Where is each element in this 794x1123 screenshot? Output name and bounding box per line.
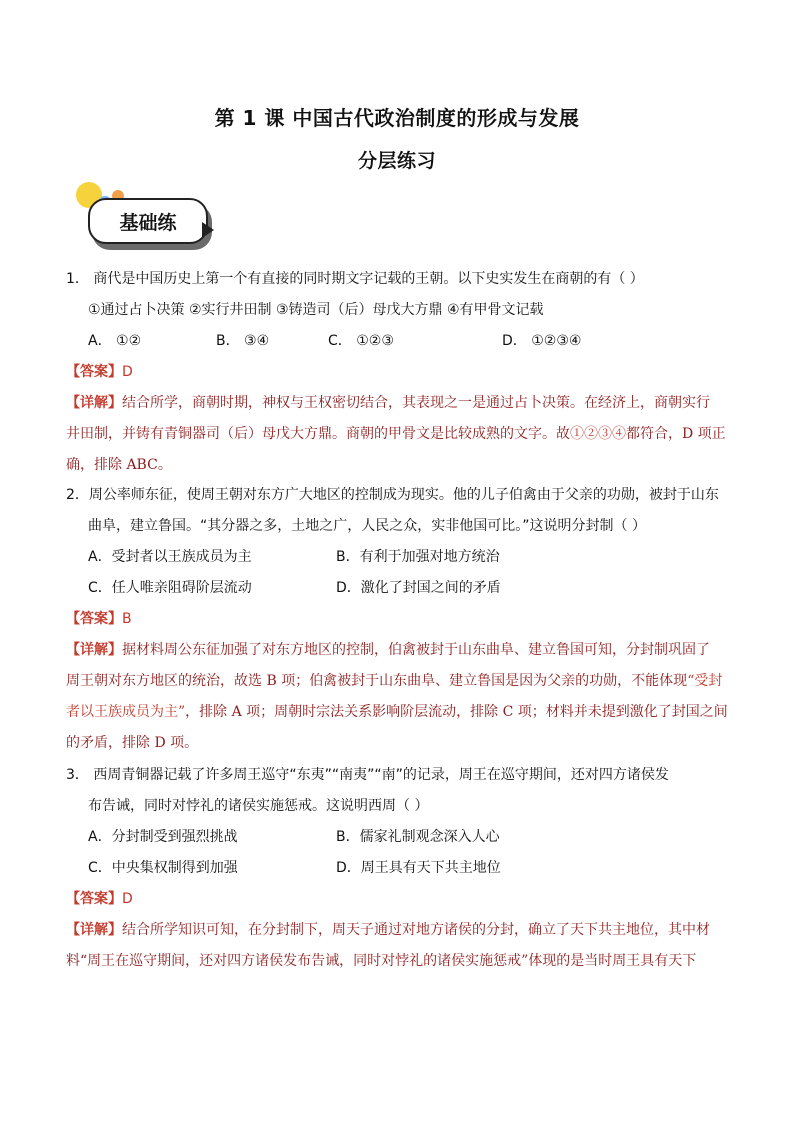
question-1-answer [66,357,730,388]
question-2-stem-cont: 曲阜，建立鲁国。“其分器之多，土地之广，人民之众，实非他国可比。”这说明分封制（ ） [88,518,646,534]
option-b: B． ③④ [216,333,270,349]
question-1-items: ①通过占卜决策 ②实行井田制 ③铸造司（后）母戊大方鼎 ④有甲骨文记载 [88,302,544,318]
option-d: D．周王具有天下共主地位 [336,860,501,876]
answer-tag: 【答案】 [66,891,122,907]
answer-value: B [122,611,132,627]
question-1-stem: 1． 商代是中国历史上第一个有直接的同时期文字记载的王朝。以下史实发生在商朝的有（ ） [66,271,644,287]
detail-text: ，排除 A 项；周朝时宗法关系影响阶层流动，排除 C 项；材料并未提到激化了封国之间 [185,704,728,720]
question-1 [66,264,730,481]
detail-text: 结合所学知识可知，在分封制下，周天子通过对地方诸侯的分封，确立了天下共主地位，其中材 [122,922,710,938]
question-2-options-row2 [66,573,730,604]
option-a: A． ①② [88,333,142,349]
question-2-stem: 2．周公率师东征，使周王朝对东方广大地区的控制成为现实。他的儿子伯禽由于父亲的功勋，被封于山东 [66,487,719,503]
question-3 [66,760,730,977]
page-title: 第 1 课 中国古代政治制度的形成与发展 [214,106,580,130]
question-1-options [66,326,730,357]
detail-text: 据材料周公东征加强了对东方地区的控制，伯禽被封于山东曲阜、建立鲁国可知，分封制巩固了 [122,642,710,658]
detail-text: 井田制，并铸有青铜器司（后）母戊大方鼎。商朝的甲骨文是比较成熟的文字。故 [66,426,570,442]
answer-tag: 【答案】 [66,364,122,380]
question-2-options-row1 [66,542,730,573]
answer-tag: 【答案】 [66,611,122,627]
section-label: 基础练 [119,211,177,234]
question-2 [66,480,730,759]
question-3-stem-cont: 布告诫，同时对悖礼的诸侯实施惩戒。这说明西周（ ） [88,798,429,814]
answer-value: D [122,891,133,907]
option-c: C． ①②③ [328,333,394,349]
option-c: C．中央集权制得到加强 [88,860,238,876]
option-a: A．分封制受到强烈挑战 [88,829,238,845]
option-a: A．受封者以王族成员为主 [88,549,252,565]
detail-highlight: ①②③④ [570,426,626,442]
question-3-options-row1 [66,822,730,853]
detail-text: 料“周王在巡守期间，还对四方诸侯发布告诫，同时对悖礼的诸侯实施惩戒”体现的是当时周王具有天下 [66,953,697,969]
detail-tag: 【详解】 [66,922,122,938]
question-3-detail [66,915,730,977]
question-1-detail [66,388,730,481]
answer-value: D [122,364,133,380]
option-c: C．任人唯亲阻碍阶层流动 [88,580,252,596]
page-subtitle: 分层练习 [357,150,436,172]
detail-text: 的矛盾，排除 D 项。 [66,735,199,751]
detail-tag: 【详解】 [66,395,122,411]
detail-text: 确，排除 ABC。 [66,457,172,473]
question-2-answer [66,604,730,635]
section-badge [76,180,216,260]
detail-highlight: “受封 [687,673,723,689]
option-d: D． ①②③④ [502,333,582,349]
question-3-stem: 3． 西周青铜器记载了许多周王巡守“东夷”“南夷”“南”的记录，周王在巡守期间，还对四方诸侯发 [66,767,669,783]
option-b: B．有利于加强对地方统治 [336,549,500,565]
question-3-options-row2 [66,853,730,884]
option-d: D．激化了封国之间的矛盾 [336,580,501,596]
detail-text: 周王朝对东方地区的统治，故选 B 项；伯禽被封于山东曲阜、建立鲁国是因为父亲的功勋，不能体现 [66,673,688,689]
question-3-answer [66,884,730,915]
option-b: B．儒家礼制观念深入人心 [336,829,500,845]
detail-tag: 【详解】 [66,642,122,658]
detail-highlight: 者以王族成员为主” [66,704,186,720]
detail-text: 都符合，D 项正 [626,426,726,442]
detail-text: 结合所学，商朝时期，神权与王权密切结合，其表现之一是通过占卜决策。在经济上，商朝实行 [122,395,710,411]
question-2-detail [66,635,730,759]
